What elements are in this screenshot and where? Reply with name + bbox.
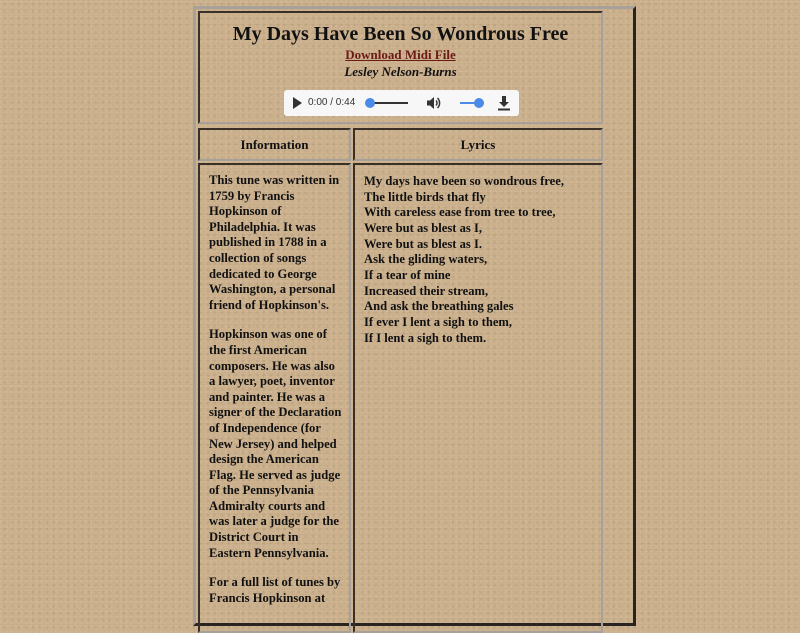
download-midi-link[interactable]: Download Midi File [345, 47, 456, 62]
lyrics-heading: Lyrics [460, 137, 496, 152]
lyric-line: Ask the gliding waters, [364, 252, 488, 267]
audio-player [284, 90, 519, 116]
lyric-line: If a tear of mine [364, 267, 451, 282]
info-paragraph: Hopkinson was one of the first American composers. He was also a lawyer, poet, inventor and painter. He was a signer of the Declaration of Independence (for New Jersey) and helped design the American Flag. He served as judge of the Pennsylvania Admiralty courts and was later a judge for the District Court in Eastern Pennsylvania. [209, 327, 342, 560]
lyric-line: Were but as blest as I. [364, 236, 483, 251]
lyric-line: And ask the breathing gales [364, 299, 514, 314]
volume-icon[interactable] [426, 96, 442, 110]
lyrics-text [364, 174, 593, 346]
lyric-line: With careless ease from tree to tree, [364, 205, 556, 220]
progress-handle[interactable] [365, 98, 375, 108]
information-cell [198, 163, 351, 633]
lyrics-cell [353, 163, 603, 633]
author-name: Lesley Nelson-Burns [344, 64, 457, 79]
page-title: My Days Have Been So Wondrous Free [232, 23, 569, 45]
download-icon[interactable] [497, 95, 511, 111]
lyrics-header [353, 128, 603, 161]
information-heading: Information [240, 137, 309, 152]
play-icon[interactable] [293, 97, 302, 109]
lyric-line: If I lent a sigh to them. [364, 330, 487, 345]
lyric-line: Were but as blest as I, [364, 220, 483, 235]
lyric-line: The little birds that fly [364, 189, 486, 204]
song-page-table [193, 6, 636, 626]
info-paragraph: This tune was written in 1759 by Francis Hopkinson of Philadelphia. It was published in 1788 in a collection of songs dedicated to George Washington, a personal friend of Hopkinson's. [209, 173, 340, 312]
information-header [198, 128, 351, 161]
lyric-line: My days have been so wondrous free, [364, 174, 564, 188]
time-display: 0:00 / 0:44 [308, 97, 356, 108]
lyric-line: Increased their stream, [364, 283, 489, 298]
volume-handle[interactable] [474, 98, 484, 108]
info-paragraph: For a full list of tunes by Francis Hopkinson at [209, 575, 341, 605]
header-cell [198, 11, 603, 124]
lyric-line: If ever I lent a sigh to them, [364, 314, 513, 329]
